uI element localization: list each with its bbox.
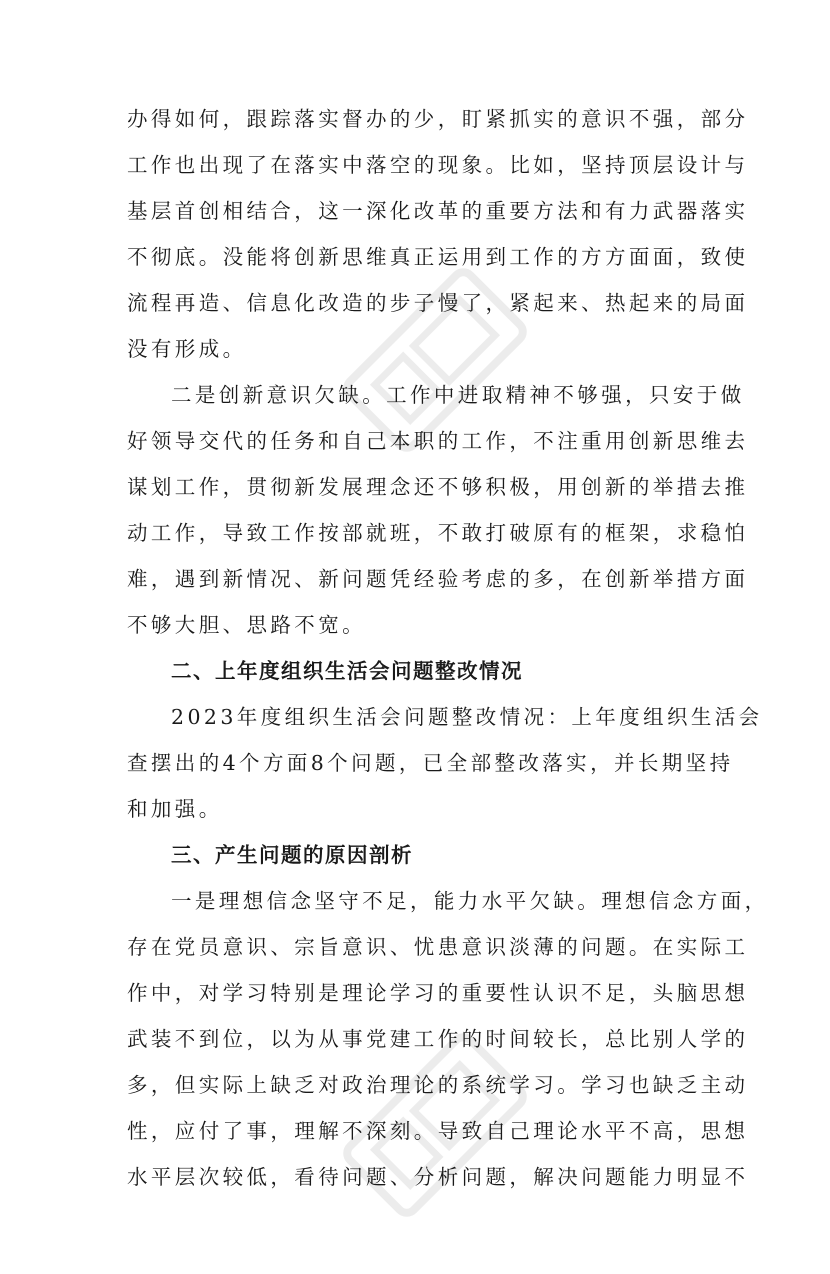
paragraph-line: 存在党员意识、宗旨意识、忧患意识淡薄的问题。在实际工 (127, 935, 749, 959)
paragraph-line: 工作也出现了在落实中落空的现象。比如，坚持顶层设计与 (127, 153, 749, 177)
section-heading: 二、上年度组织生活会问题整改情况 (171, 659, 523, 683)
paragraph-line: 动工作，导致工作按部就班，不敢打破原有的框架，求稳怕 (127, 521, 749, 545)
paragraph-line: 办得如何，跟踪落实督办的少，盯紧抓实的意识不强，部分 (127, 107, 749, 131)
paragraph-line: 武装不到位，以为从事党建工作的时间较长，总比别人学的 (127, 1027, 749, 1051)
paragraph-line: 好领导交代的任务和自己本职的工作，不注重用创新思维去 (127, 429, 749, 453)
paragraph-line: 2023年度组织生活会问题整改情况：上年度组织生活会 (171, 705, 763, 729)
paragraph-line: 二是创新意识欠缺。工作中进取精神不够强，只安于做 (171, 383, 745, 407)
paragraph-line: 不够大胆、思路不宽。 (127, 613, 366, 637)
paragraph-line: 不彻底。没能将创新思维真正运用到工作的方方面面，致使 (127, 245, 749, 269)
paragraph-line: 水平层次较低，看待问题、分析问题，解决问题能力明显不 (127, 1165, 749, 1189)
paragraph-line: 查摆出的4个方面8个问题，已全部整改落实，并长期坚持 (127, 751, 734, 775)
paragraph-line: 基层首创相结合，这一深化改革的重要方法和有力武器落实 (127, 199, 749, 223)
paragraph-line: 流程再造、信息化改造的步子慢了，紧起来、热起来的局面 (127, 291, 749, 315)
paragraph-line: 性，应付了事，理解不深刻。导致自己理论水平不高，思想 (127, 1119, 749, 1143)
paragraph-line: 谋划工作，贯彻新发展理念还不够积极，用创新的举措去推 (127, 475, 749, 499)
paragraph-line: 和加强。 (127, 797, 223, 821)
paragraph-line: 多，但实际上缺乏对政治理论的系统学习。学习也缺乏主动 (127, 1073, 749, 1097)
document-body (127, 96, 769, 1200)
paragraph-line: 一是理想信念坚守不足，能力水平欠缺。理想信念方面， (171, 889, 769, 913)
paragraph-line: 没有形成。 (127, 337, 247, 361)
section-heading: 三、产生问题的原因剖析 (171, 843, 413, 867)
paragraph-line: 难，遇到新情况、新问题凭经验考虑的多，在创新举措方面 (127, 567, 749, 591)
paragraph-line: 作中，对学习特别是理论学习的重要性认识不足，头脑思想 (127, 981, 749, 1005)
